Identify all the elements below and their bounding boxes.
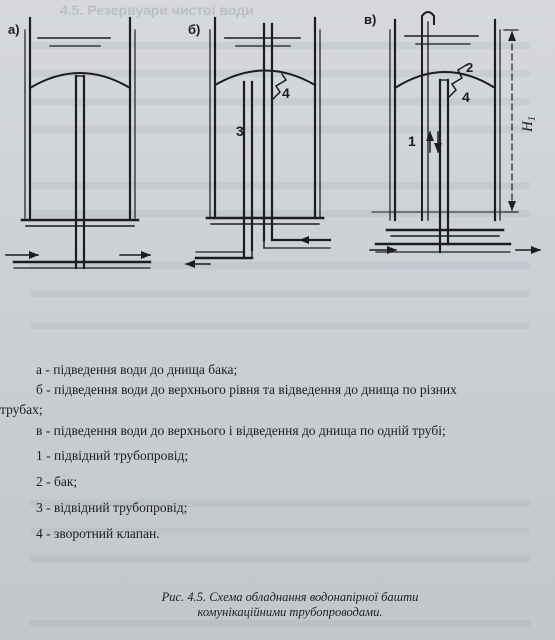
legend-item-2: 2 - бак; bbox=[36, 474, 78, 489]
legend-item-3: 3 - відвідний трубопровід; bbox=[36, 500, 188, 515]
panel-label-a: а) bbox=[8, 22, 20, 37]
caption-line-1: Рис. 4.5. Схема обладнання водонапірної башти bbox=[161, 590, 419, 604]
water-tower-diagram bbox=[0, 0, 555, 300]
legend-item-c: в - підведення води до верхнього і відведення до днища по одній трубі; bbox=[36, 423, 446, 438]
panel-a-scheme bbox=[14, 18, 150, 268]
legend-item-b: б - підведення води до верхнього рівня та відведення до днища по різних bbox=[36, 382, 457, 397]
callout-supply-pipe-c: 1 bbox=[408, 133, 416, 149]
callout-outlet-pipe-b: 3 bbox=[236, 123, 244, 139]
panel-b-scheme bbox=[196, 18, 330, 258]
panel-label-b: б) bbox=[188, 22, 201, 37]
legend-item-b-continued: трубах; bbox=[0, 402, 43, 417]
height-label: $H_1$ bbox=[520, 116, 538, 132]
legend-item-4: 4 - зворотний клапан. bbox=[36, 526, 160, 541]
background-text-line bbox=[30, 556, 530, 575]
background-text-line bbox=[30, 322, 530, 341]
callout-check-valve-c: 4 bbox=[462, 89, 470, 105]
callout-tank-c: 2 bbox=[466, 60, 474, 75]
panel-c-scheme bbox=[372, 12, 518, 252]
legend-item-a: а - підведення води до днища бака; bbox=[36, 362, 238, 377]
legend-item-1: 1 - підвідний трубопровід; bbox=[36, 448, 189, 463]
callout-check-valve-b: 4 bbox=[282, 85, 290, 101]
background-text-line bbox=[30, 620, 530, 639]
section-heading: 4.5. Резервуари чистої води bbox=[60, 2, 254, 18]
caption-line-2: комунікаційними трубопроводами. bbox=[197, 605, 383, 619]
figure-caption bbox=[120, 590, 460, 620]
panel-label-c: в) bbox=[364, 12, 377, 27]
